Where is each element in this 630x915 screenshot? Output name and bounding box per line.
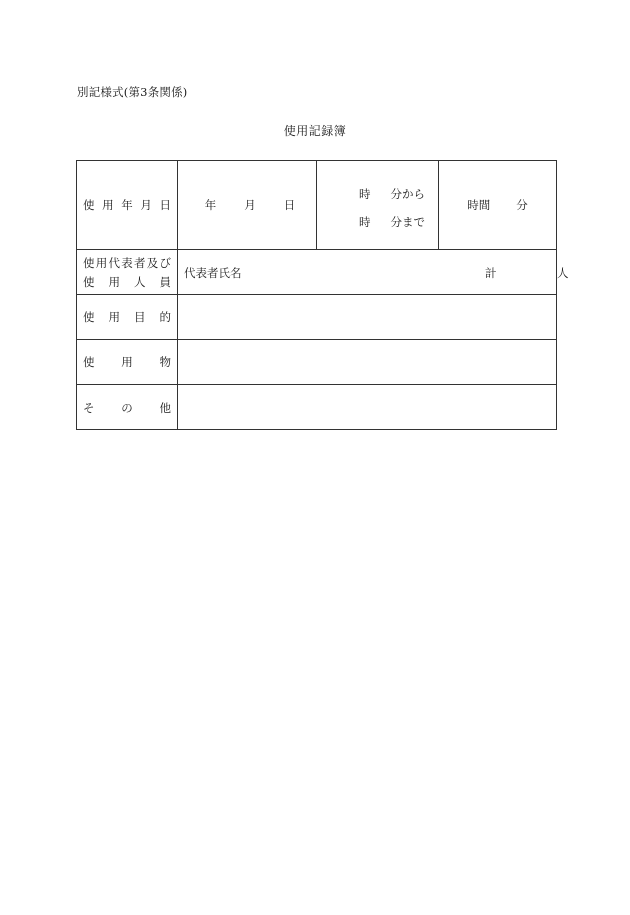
table-row-other xyxy=(77,385,556,430)
label-char: 目 xyxy=(134,310,146,324)
label-char: び xyxy=(159,255,171,270)
label-char: 使 xyxy=(83,255,95,270)
duration-field[interactable] xyxy=(439,161,556,249)
label-other xyxy=(77,385,178,430)
label-char: 員 xyxy=(159,274,171,289)
label-char: 日 xyxy=(159,198,171,212)
total-label: 計 xyxy=(485,266,497,280)
duration-hours-label: 時間 xyxy=(467,198,491,212)
table-row-purpose xyxy=(77,295,556,340)
label-char: 使 xyxy=(83,198,95,212)
document-title: 使用記録簿 xyxy=(283,124,347,138)
label-char: 表 xyxy=(121,255,133,270)
label-char: 用 xyxy=(121,355,133,369)
label-char: 用 xyxy=(95,255,108,270)
time-from-hour-label: 時 xyxy=(359,187,371,201)
label-char: 人 xyxy=(134,274,146,289)
label-char: 使 xyxy=(83,355,95,369)
label-char: 的 xyxy=(159,310,171,324)
month-label: 月 xyxy=(244,198,256,212)
label-items-used xyxy=(77,340,178,384)
time-to xyxy=(359,214,425,230)
label-purpose xyxy=(77,295,178,339)
time-to-hour-label: 時 xyxy=(359,215,371,229)
year-label: 年 xyxy=(204,198,217,212)
label-usage-date xyxy=(77,161,178,249)
label-char: 月 xyxy=(140,198,152,212)
label-char: 代 xyxy=(108,255,120,270)
label-char: そ xyxy=(83,400,95,415)
date-field[interactable] xyxy=(178,161,317,249)
table-row-items xyxy=(77,340,556,385)
label-char: 用 xyxy=(108,310,120,324)
label-char: 用 xyxy=(108,274,120,289)
time-range-field[interactable] xyxy=(317,161,439,249)
time-from-minute-label: 分から xyxy=(390,187,425,201)
label-representative-users xyxy=(77,250,178,294)
label-char: 用 xyxy=(102,198,114,212)
label-char: 者 xyxy=(134,255,146,270)
purpose-field[interactable] xyxy=(178,295,556,339)
form-reference: 別記様式(第3条関係) xyxy=(77,85,188,99)
label-char: 物 xyxy=(159,355,171,369)
time-from xyxy=(359,186,425,202)
usage-record-table xyxy=(76,160,569,430)
label-char: の xyxy=(121,400,133,415)
representative-name-label: 代表者氏名 xyxy=(184,266,242,280)
label-char: 使 xyxy=(83,274,95,289)
label-char: 他 xyxy=(159,400,171,415)
items-used-field[interactable] xyxy=(178,340,556,384)
day-label: 日 xyxy=(283,198,296,212)
label-char: 使 xyxy=(83,310,95,324)
person-unit-label: 人 xyxy=(557,266,569,280)
duration-minutes-label: 分 xyxy=(516,198,528,212)
table-row-users xyxy=(77,250,569,295)
label-char: 年 xyxy=(121,198,133,212)
other-field[interactable] xyxy=(178,385,556,430)
table-row-usage-date xyxy=(77,161,556,250)
time-to-minute-label: 分まで xyxy=(390,215,425,229)
representative-field[interactable] xyxy=(178,250,569,294)
label-char: 及 xyxy=(146,255,159,270)
